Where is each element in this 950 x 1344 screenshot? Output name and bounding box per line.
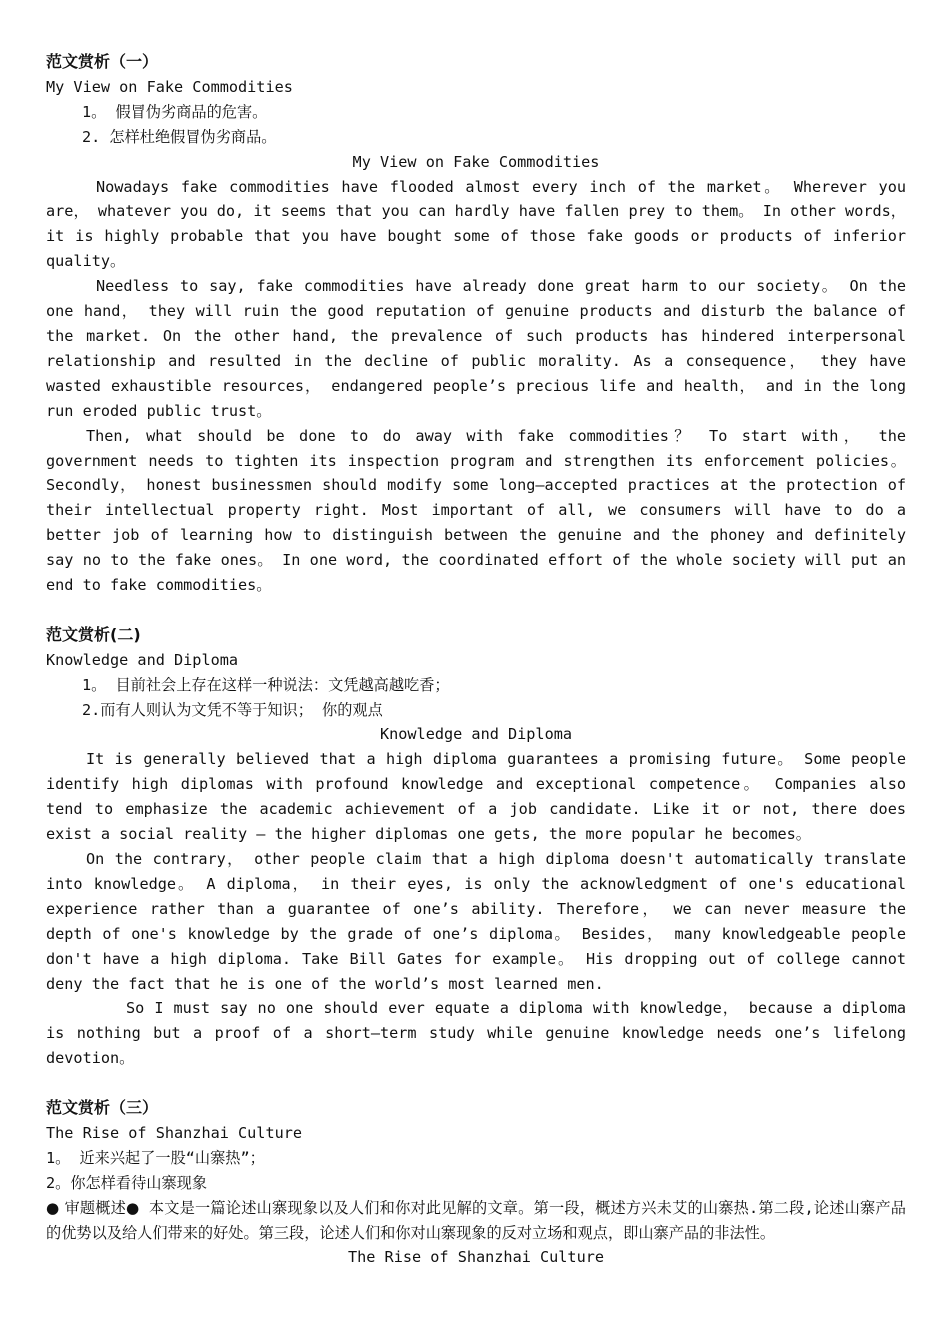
section1-point-1: 1。 假冒伪劣商品的危害。 [82,102,268,121]
summary-label: ● 审题概述● [46,1198,140,1217]
section2-point-1: 1。 目前社会上存在这样一种说法：文凭越高越吃香； [82,675,450,694]
section1-heading: 范文赏析（一） [46,52,159,71]
section2-heading: 范文赏析(二) [46,624,141,644]
section3-point-2: 2。你怎样看待山寨现象 [46,1173,208,1192]
section2-paragraph-1: It is generally believed that a high diploma guarantees a promising future。 Some people identify high diplomas with profound knowledge and exceptional competence。 Companies also tend to emphasize the academic achievement of a job candidate. Like it or not, there does exist a social reality – the higher diplomas one gets, the more popular he becomes。 [46,750,906,844]
section1-paragraph-3: Then, what should be done to do away with fake commodities？ To start with， the government needs to tighten its inspection program and strengthen its enforcement policies。 Secondly， honest businessmen should modify some long—accepted practices at the protection of their intellectual property right. Most important of all, we consumers will have to do a better job of learning how to distinguish between the genuine and the phoney and definitely say no to the fake ones。 In one word, the coordinated effort of the whole society will put an end to fake commodities。 [46,426,906,595]
section3-point-1: 1。 近来兴起了一股“山寨热”； [46,1148,265,1167]
section1-paragraph-1: Nowadays fake commodities have flooded almost every inch of the market。 Wherever you are， whatever you do, it seems that you can hardly have fallen prey to them。 In other words， it is highly probable that you have bought some of those fake goods or products of inferior quality。 [46,177,906,271]
section-spacer [46,1071,906,1096]
section-spacer [46,598,906,623]
section3-title: The Rise of Shanzhai Culture [347,1248,605,1267]
section2-point-2: 2.而有人则认为文凭不等于知识； 你的观点 [82,700,383,719]
section3-heading: 范文赏析（三） [46,1098,159,1118]
section2-title: Knowledge and Diploma [379,725,573,744]
section1-point-2: 2. 怎样杜绝假冒伪劣商品。 [82,127,277,146]
document-page [46,50,906,1270]
section3-summary [46,1196,906,1246]
section3-topic: The Rise of Shanzhai Culture [46,1123,303,1142]
section1-paragraph-2: Needless to say, fake commodities have already done great harm to our society。 On the one hand， they will ruin the good reputation of genuine products and disturb the balance of the market. On the other hand, the prevalence of such products has hindered interpersonal relationship and resulted in the decline of public morality. As a consequence， they have wasted exhaustible resources， endangered people’s precious life and health， and in the long run eroded public trust。 [46,277,906,420]
section1-topic: My View on Fake Commodities [46,77,293,96]
summary-text: 本文是一篇论述山寨现象以及人们和你对此见解的文章。第一段，概述方兴未艾的山寨热.第二段,论述山寨产品的优势以及给人们带来的好处。第三段，论述人们和你对山寨现象的反对立场和观点，即山寨产品的非法性。 [46,1198,906,1242]
section2-paragraph-3: So I must say no one should ever equate a diploma with knowledge， because a diploma is nothing but a proof of a short—term study while genuine knowledge needs one’s lifelong devotion。 [46,999,906,1068]
section2-paragraph-2: On the contrary， other people claim that a high diploma doesn't automatically translate into knowledge。 A diploma， in their eyes, is only the acknowledgment of one's educational experience rather than a guarantee of one’s ability. Therefore， we can never measure the depth of one's knowledge by the grade of one’s diploma。 Besides， many knowledgeable people don't have a high diploma. Take Bill Gates for example。 His dropping out of college cannot deny the fact that he is one of the world’s most learned men. [46,849,906,993]
section1-title: My View on Fake Commodities [352,152,600,171]
section2-topic: Knowledge and Diploma [46,650,239,669]
